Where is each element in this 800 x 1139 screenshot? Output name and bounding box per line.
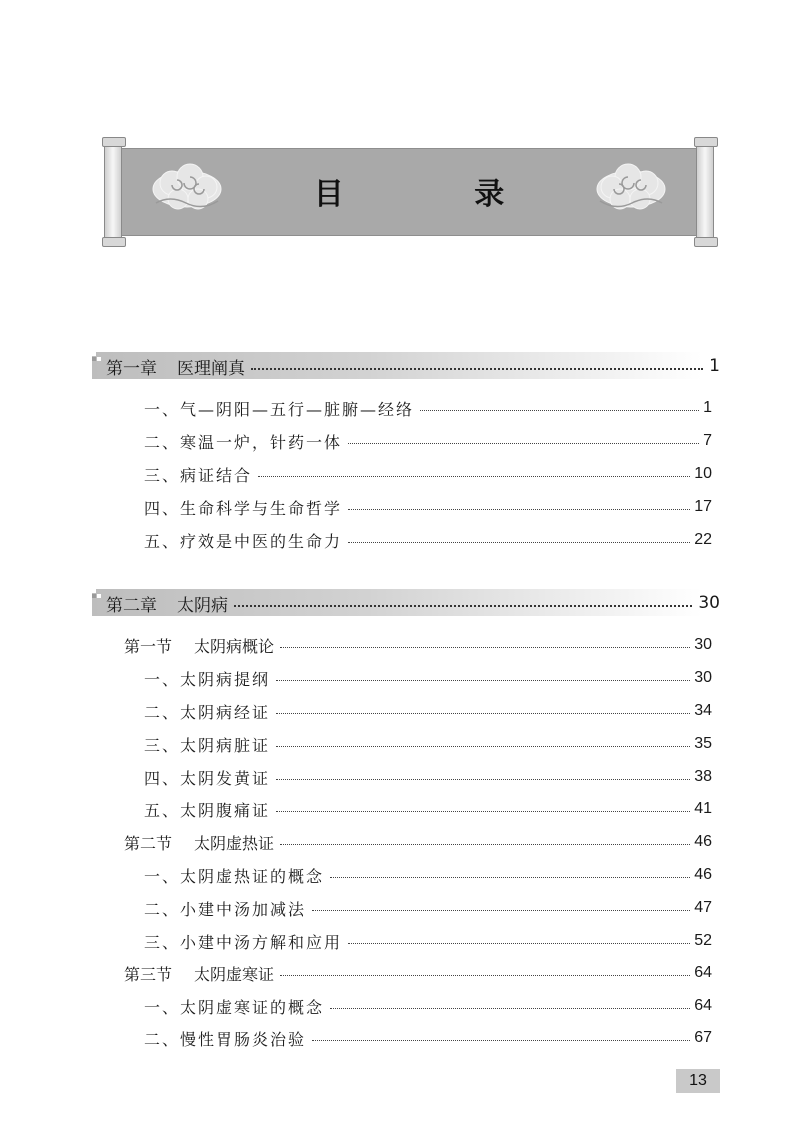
dot-leader	[276, 680, 690, 681]
section-page: 64	[694, 964, 712, 981]
dot-leader	[330, 1008, 690, 1009]
corner-mark-icon	[92, 352, 102, 362]
entry-page: 41	[694, 800, 712, 817]
toc-entry[interactable]	[144, 495, 712, 519]
chapter-number: 第二章	[106, 595, 157, 616]
entry-title: 四、太阴发黄证	[144, 768, 271, 788]
section-number: 第二节	[124, 833, 173, 853]
dot-leader	[280, 844, 690, 845]
toc-entry[interactable]	[144, 765, 712, 789]
entry-page: 1	[703, 399, 712, 416]
entry-title: 五、太阴腹痛证	[144, 800, 271, 820]
dot-leader	[348, 542, 690, 543]
chapter-heading[interactable]	[92, 352, 720, 379]
entry-title: 五、疗效是中医的生命力	[144, 531, 343, 551]
entry-title: 二、小建中汤加减法	[144, 899, 307, 919]
scroll-roller-right	[696, 140, 714, 244]
chapter-page: 1	[709, 356, 720, 376]
entry-title: 四、生命科学与生命哲学	[144, 498, 343, 518]
entry-page: 22	[694, 531, 712, 548]
dot-leader	[234, 605, 692, 607]
entry-page: 67	[694, 1029, 712, 1046]
entry-title: 一、太阴虚寒证的概念	[144, 997, 325, 1017]
dot-leader	[312, 910, 690, 911]
toc-entry[interactable]	[144, 797, 712, 821]
toc-section[interactable]	[124, 830, 712, 854]
chapter-title: 医理阐真	[177, 358, 245, 379]
entry-title: 三、病证结合	[144, 465, 253, 485]
entry-page: 17	[694, 498, 712, 515]
dot-leader	[280, 975, 690, 976]
section-page: 30	[694, 636, 712, 653]
dot-leader	[348, 943, 690, 944]
entry-title: 三、小建中汤方解和应用	[144, 932, 343, 952]
entry-page: 30	[694, 669, 712, 686]
entry-page: 34	[694, 702, 712, 719]
entry-page: 52	[694, 932, 712, 949]
banner-cloth	[122, 148, 696, 236]
section-title: 太阴病概论	[194, 636, 275, 656]
cloud-ornament-icon	[592, 159, 670, 219]
corner-mark-icon	[92, 589, 102, 599]
entry-title: 二、寒温一炉，针药一体	[144, 432, 343, 452]
dot-leader	[280, 647, 690, 648]
toc-entry[interactable]	[144, 462, 712, 486]
chapter-page: 30	[698, 593, 720, 613]
entry-page: 64	[694, 997, 712, 1014]
title-banner	[104, 140, 714, 244]
section-number: 第三节	[124, 964, 173, 984]
entry-page: 38	[694, 768, 712, 785]
toc-entry[interactable]	[144, 929, 712, 953]
dot-leader	[348, 443, 699, 444]
chapter-heading[interactable]	[92, 589, 720, 616]
scroll-roller-left	[104, 140, 122, 244]
entry-page: 35	[694, 735, 712, 752]
toc-entry[interactable]	[144, 429, 712, 453]
section-page: 46	[694, 833, 712, 850]
dot-leader	[276, 746, 690, 747]
toc-entry[interactable]	[144, 396, 712, 420]
dot-leader	[276, 713, 690, 714]
section-number: 第一节	[124, 636, 173, 656]
dot-leader	[258, 476, 690, 477]
toc-entry[interactable]	[144, 666, 712, 690]
page-title: 目 录	[313, 177, 565, 212]
dot-leader	[348, 509, 690, 510]
entry-page: 7	[703, 432, 712, 449]
toc-entry[interactable]	[144, 1026, 712, 1050]
entry-title: 三、太阴病脏证	[144, 735, 271, 755]
dot-leader	[330, 877, 690, 878]
toc-section[interactable]	[124, 961, 712, 985]
toc-entry[interactable]	[144, 896, 712, 920]
chapter-title: 太阴病	[177, 595, 228, 616]
chapter-number: 第一章	[106, 358, 157, 379]
toc-section[interactable]	[124, 633, 712, 657]
dot-leader	[276, 811, 690, 812]
toc-entry[interactable]	[144, 863, 712, 887]
toc-entry[interactable]	[144, 528, 712, 552]
dot-leader	[420, 410, 699, 411]
entry-title: 一、太阴虚热证的概念	[144, 866, 325, 886]
entry-page: 47	[694, 899, 712, 916]
section-title: 太阴虚寒证	[194, 964, 275, 984]
toc-entry[interactable]	[144, 699, 712, 723]
section-title: 太阴虚热证	[194, 833, 275, 853]
toc-entry[interactable]	[144, 732, 712, 756]
entry-title: 一、气—阴阳—五行—脏腑—经络	[144, 399, 415, 419]
entry-page: 10	[694, 465, 712, 482]
entry-title: 一、太阴病提纲	[144, 669, 271, 689]
dot-leader	[276, 779, 690, 780]
entry-title: 二、太阴病经证	[144, 702, 271, 722]
page-number: 13	[676, 1069, 720, 1093]
toc-entry[interactable]	[144, 994, 712, 1018]
dot-leader	[251, 368, 703, 370]
dot-leader	[312, 1040, 690, 1041]
entry-title: 二、慢性胃肠炎治验	[144, 1029, 307, 1049]
entry-page: 46	[694, 866, 712, 883]
